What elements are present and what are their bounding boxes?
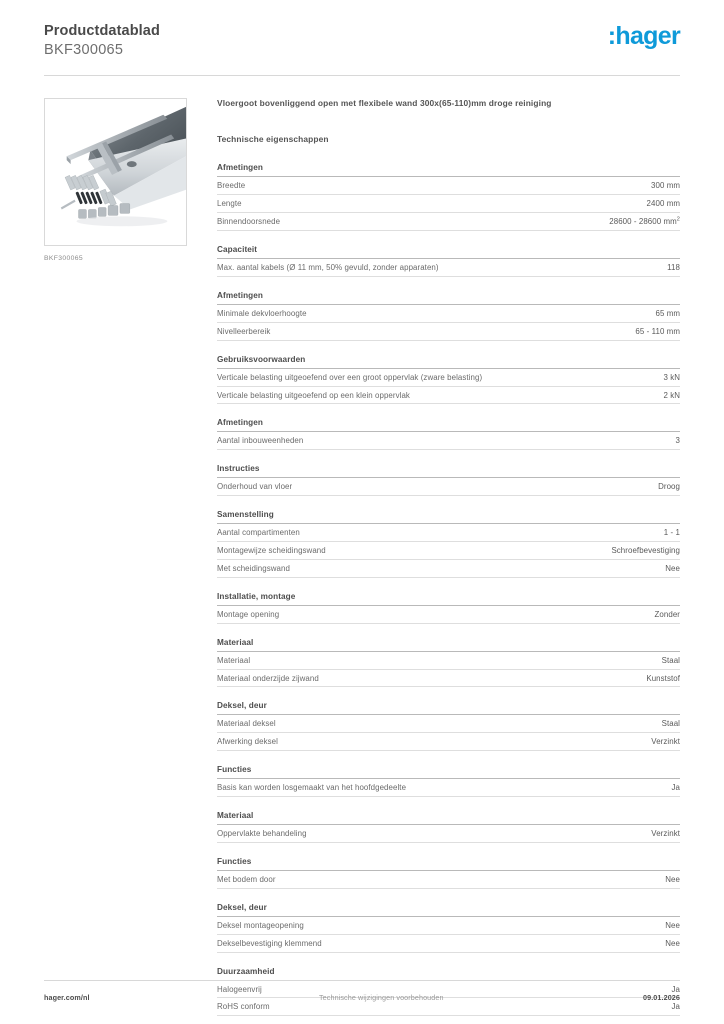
spec-value: Verzinkt [651, 829, 680, 839]
spec-label: Halogeenvrij [217, 984, 262, 994]
spec-label: RoHS conform [217, 1002, 270, 1012]
spec-group [217, 592, 680, 624]
spec-group-title: Deksel, deur [217, 903, 680, 917]
spec-group-title: Afmetingen [217, 418, 680, 432]
footer-row [44, 993, 680, 1002]
table-row [217, 323, 680, 341]
spec-group-title: Installatie, montage [217, 592, 680, 606]
spec-value: Nee [665, 938, 680, 948]
spec-value: Verzinkt [651, 737, 680, 747]
spec-value: Ja [671, 1002, 680, 1012]
spec-group [217, 811, 680, 843]
spec-label: Montage opening [217, 609, 280, 619]
spec-label: Verticale belasting uitgeoefend over een groot oppervlak (zware belasting) [217, 372, 483, 382]
spec-group-title: Capaciteit [217, 245, 680, 259]
spec-group [217, 510, 680, 578]
spec-value: Staal [661, 719, 680, 729]
table-row [217, 369, 680, 387]
spec-value: Droog [658, 482, 680, 492]
spec-value: 300 mm [651, 181, 680, 191]
spec-group [217, 418, 680, 450]
product-image-box [44, 98, 187, 246]
spec-group-title: Gebruiksvoorwaarden [217, 355, 680, 369]
specs-column [189, 98, 680, 1016]
spec-value: Ja [671, 783, 680, 793]
spec-value: Schroefbevestiging [611, 546, 680, 556]
spec-label: Met bodem door [217, 874, 276, 884]
spec-label: Minimale dekvloerhoogte [217, 308, 307, 318]
spec-value: Nee [665, 920, 680, 930]
specifications-table [217, 163, 680, 1016]
header-titles [44, 22, 160, 59]
spec-group [217, 701, 680, 751]
spec-label: Nivelleerbereik [217, 326, 271, 336]
table-row [217, 387, 680, 405]
spec-value: 65 mm [655, 308, 680, 318]
spec-value: 3 kN [663, 372, 680, 382]
spec-group [217, 857, 680, 889]
spec-group [217, 291, 680, 341]
spec-group-title: Materiaal [217, 638, 680, 652]
table-row [217, 935, 680, 953]
spec-group-title: Afmetingen [217, 291, 680, 305]
spec-value: Zonder [654, 609, 680, 619]
table-row [217, 305, 680, 323]
table-row [217, 478, 680, 496]
spec-group-title: Functies [217, 857, 680, 871]
spec-label: Materiaal onderzijde zijwand [217, 673, 319, 683]
table-row [217, 213, 680, 231]
table-row [217, 779, 680, 797]
product-photo-floor-duct [45, 99, 186, 245]
spec-label: Afwerking deksel [217, 737, 278, 747]
spec-value-superscript: 2 [676, 216, 680, 223]
spec-value: Ja [671, 984, 680, 994]
product-name: Vloergoot bovenliggend open met flexibele wand 300x(65-110)mm droge reiniging [217, 98, 552, 109]
spec-value: Nee [665, 874, 680, 884]
spec-value: 1 - 1 [663, 528, 680, 538]
spec-label: Dekselbevestiging klemmend [217, 938, 322, 948]
table-row [217, 715, 680, 733]
spec-group-title: Deksel, deur [217, 701, 680, 715]
page-content [44, 76, 680, 1016]
table-row [217, 432, 680, 450]
footer-date: 09.01.2026 [643, 993, 680, 1002]
technical-properties-heading: Technische eigenschappen [217, 134, 329, 145]
footer-divider [44, 980, 680, 981]
spec-value: 65 - 110 mm [635, 326, 680, 336]
spec-group [217, 903, 680, 953]
spec-group [217, 355, 680, 405]
product-image-caption: BKF300065 [44, 255, 84, 263]
table-row [217, 177, 680, 195]
table-row [217, 917, 680, 935]
spec-group [217, 464, 680, 496]
spec-label: Binnendoorsnede [217, 217, 281, 227]
spec-group-title: Afmetingen [217, 163, 680, 177]
spec-value-text: 28600 - 28600 mm [609, 217, 677, 227]
spec-group-title: Instructies [217, 464, 680, 478]
page-title: Productdatablad [44, 23, 160, 39]
table-row [217, 733, 680, 751]
spec-label: Lengte [217, 199, 242, 209]
table-row [217, 542, 680, 560]
table-row [217, 606, 680, 624]
footer-website-link[interactable]: hager.com/nl [44, 993, 90, 1002]
spec-label: Basis kan worden losgemaakt van het hoofdgedeelte [217, 783, 407, 793]
table-row [217, 560, 680, 578]
spec-label: Max. aantal kabels (Ø 11 mm, 50% gevuld, zonder apparaten) [217, 263, 439, 273]
table-row [217, 259, 680, 277]
spec-group-title: Materiaal [217, 811, 680, 825]
spec-label: Met scheidingswand [217, 563, 290, 573]
spec-label: Aantal inbouweenheden [217, 436, 304, 446]
spec-label: Materiaal [217, 655, 251, 665]
spec-value: 118 [667, 263, 680, 273]
page-subtitle-article-number: BKF300065 [44, 41, 124, 58]
spec-group-title: Samenstelling [217, 510, 680, 524]
spec-value: Staal [661, 655, 680, 665]
spec-group-title: Duurzaamheid [217, 967, 680, 981]
spec-label: Aantal compartimenten [217, 528, 300, 538]
spec-label: Montagewijze scheidingswand [217, 546, 326, 556]
footer-disclaimer: Technische wijzigingen voorbehouden [318, 993, 444, 1002]
table-row [217, 195, 680, 213]
table-row [217, 670, 680, 688]
page-header [44, 0, 680, 59]
spec-label: Materiaal deksel [217, 719, 276, 729]
spec-group [217, 765, 680, 797]
spec-group [217, 245, 680, 277]
spec-value [609, 217, 680, 227]
spec-label: Oppervlakte behandeling [217, 829, 307, 839]
product-image-column [44, 98, 189, 262]
spec-label: Verticale belasting uitgeoefend op een klein oppervlak [217, 390, 410, 400]
spec-group [217, 638, 680, 688]
hager-logo: :hager [607, 22, 680, 50]
spec-value: Nee [665, 563, 680, 573]
spec-label: Deksel montageopening [217, 920, 304, 930]
spec-value: 3 [675, 436, 680, 446]
spec-value: 2400 mm [646, 199, 680, 209]
table-row [217, 825, 680, 843]
table-row [217, 652, 680, 670]
table-row [217, 524, 680, 542]
spec-value: 2 kN [663, 390, 680, 400]
table-row [217, 871, 680, 889]
page-footer [44, 980, 680, 1002]
spec-label: Onderhoud van vloer [217, 482, 293, 492]
spec-label: Breedte [217, 181, 246, 191]
spec-group [217, 163, 680, 231]
spec-value: Kunststof [646, 673, 680, 683]
spec-group-title: Functies [217, 765, 680, 779]
